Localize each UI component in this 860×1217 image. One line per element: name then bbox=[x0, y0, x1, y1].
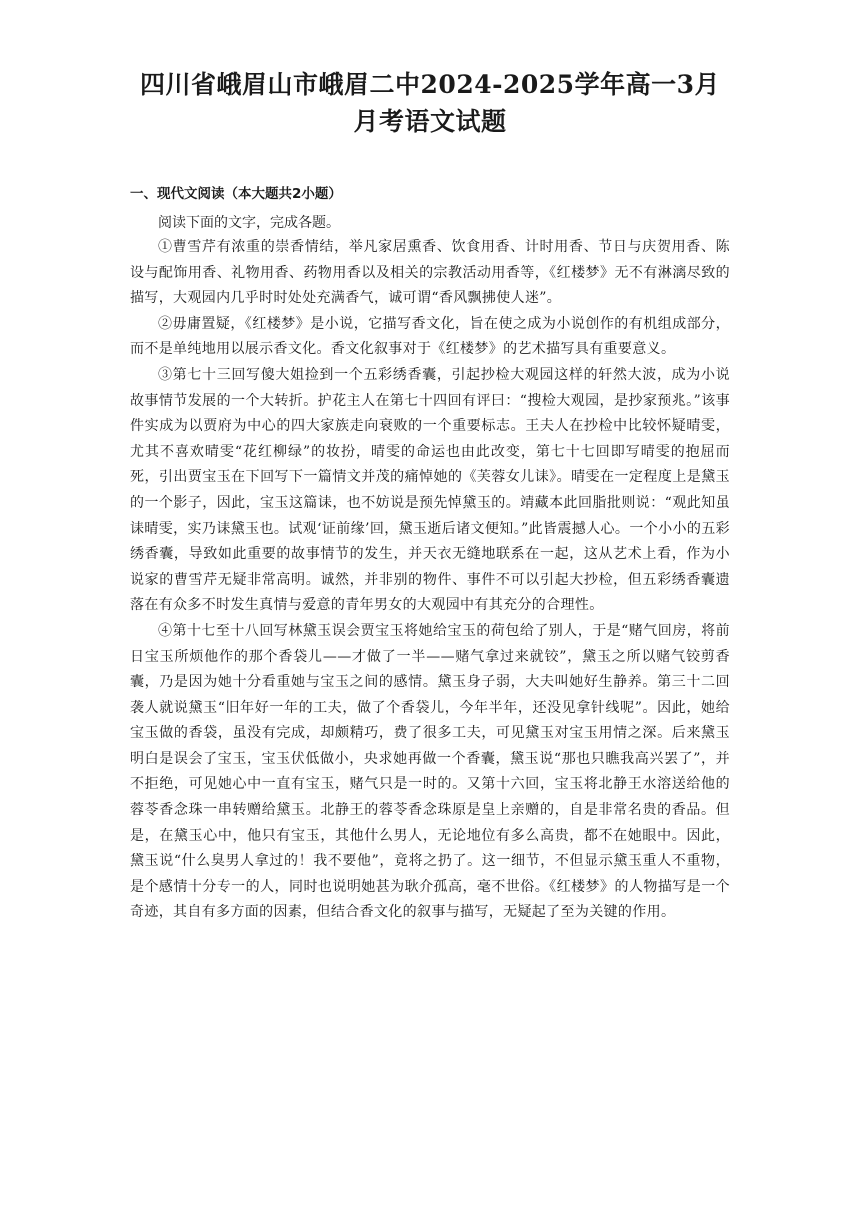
paragraph-2: ②毋庸置疑，《红楼梦》是小说，它描写香文化，旨在使之成为小说创作的有机组成部分，而不是单纯地用以展示香文化。香文化叙事对于《红楼梦》的艺术描写具有重要意义。 bbox=[130, 315, 730, 358]
exam-title: 四川省峨眉山市峨眉二中2024-2025学年高一3月月考语文试题 bbox=[140, 70, 720, 136]
paragraph-3: ③第七十三回写傻大姐捡到一个五彩绣香囊，引起抄检大观园这样的轩然大波，成为小说故事情节发展的一个大转折。护花主人在第七十四回有评曰：“搜检大观园，是抄家预兆。”该事件实成为以贾府为中心的四大家族走向衰败的一个重要标志。王夫人在抄检中比较怀疑晴雯，尤其不喜欢晴雯“花红柳绿”的妆扮，晴雯的命运也由此改变，第七十七回即写晴雯的抱屈而死，引出贾宝玉在下回写下一篇情文并茂的痛悼她的《芙蓉女儿诔》。晴雯在一定程度上是黛玉的一个影子，因此，宝玉这篇诔，也不妨说是预先悼黛玉的。靖藏本此回脂批则说：“观此知虽诔晴雯，实乃诔黛玉也。试观‘证前缘’回，黛玉逝后诸文便知。”此皆震撼人心。一个小小的五彩绣香囊，导致如此重要的故事情节的发生，并天衣无缝地联系在一起，这从艺术上看，作为小说家的曹雪芹无疑非常高明。诚然，并非别的物件、事件不可以引起大抄检，但五彩绣香囊遗落在有众多不时发生真情与爱意的青年男女的大观园中有其充分的合理性。 bbox=[130, 366, 730, 614]
section-heading: 一、现代文阅读（本大题共2小题） bbox=[130, 186, 342, 202]
paragraph-1: ①曹雪芹有浓重的崇香情结，举凡家居熏香、饮食用香、计时用香、节日与庆贺用香、陈设与配饰用香、礼物用香、药物用香以及相关的宗教活动用香等，《红楼梦》无不有淋漓尽致的描写，大观园内几乎时时处处充满香气，诚可谓“香风飘拂使人迷”。 bbox=[130, 239, 730, 307]
reading-instruction: 阅读下面的文字，完成各题。 bbox=[158, 215, 340, 231]
paragraph-4: ④第十七至十八回写林黛玉误会贾宝玉将她给宝玉的荷包给了别人，于是“赌气回房，将前日宝玉所烦他作的那个香袋儿——才做了一半——赌气拿过来就铰”，黛玉之所以赌气铰剪香囊，乃是因为她十分看重她与宝玉之间的感情。黛玉身子弱，大夫叫她好生静养。第三十二回袭人就说黛玉“旧年好一年的工夫，做了个香袋儿，今年半年，还没见拿针线呢”。因此，她给宝玉做的香袋，虽没有完成，却颇精巧，费了很多工夫，可见黛玉对宝玉用情之深。后来黛玉明白是误会了宝玉，宝玉伏低做小，央求她再做一个香囊，黛玉说“那也只瞧我高兴罢了”，并不拒绝，可见她心中一直有宝玉，赌气只是一时的。又第十六回，宝玉将北静王水溶送给他的蓉苓香念珠一串转赠给黛玉。北静王的蓉苓香念珠原是皇上亲赠的，自是非常名贵的香品。但是，在黛玉心中，他只有宝玉，其他什么男人，无论地位有多么高贵，都不在她眼中。因此，黛玉说“什么臭男人拿过的！我不要他”，竟将之扔了。这一细节，不但显示黛玉重人不重物，是个感情十分专一的人，同时也说明她甚为耿介孤高，毫不世俗。《红楼梦》的人物描写是一个奇迹，其自有多方面的因素，但结合香文化的叙事与描写，无疑起了至为关键的作用。 bbox=[130, 622, 730, 921]
